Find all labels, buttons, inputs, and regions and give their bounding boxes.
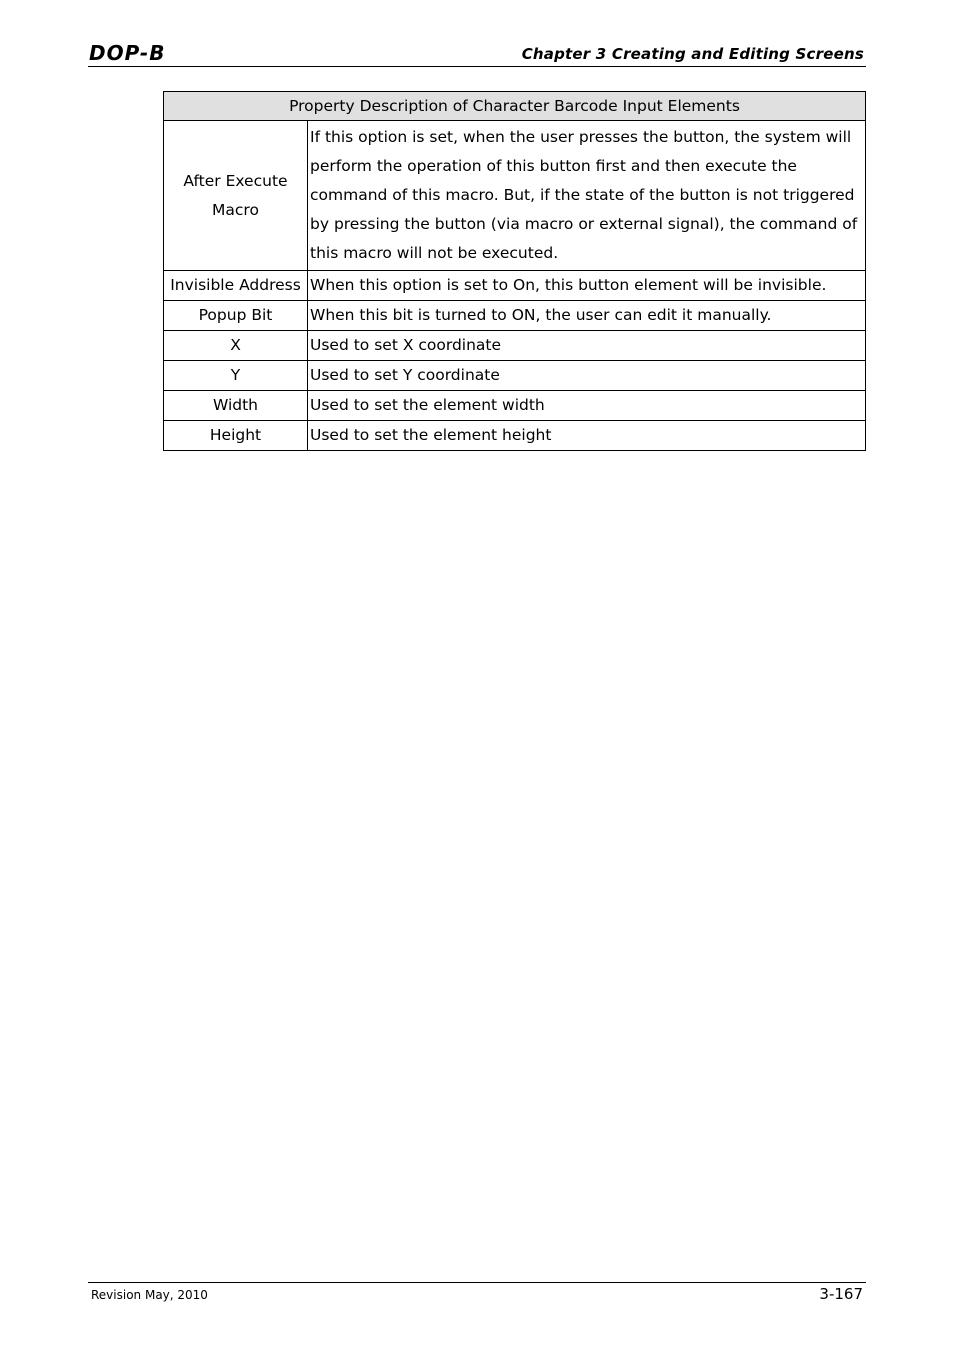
property-description: Used to set the element height: [308, 421, 866, 451]
footer-divider: [88, 1282, 866, 1283]
table-row: [164, 361, 866, 391]
table-row: [164, 421, 866, 451]
property-name: Width: [164, 391, 308, 421]
table-row: [164, 331, 866, 361]
table-row: [164, 301, 866, 331]
property-table: [163, 91, 866, 451]
property-name: X: [164, 331, 308, 361]
property-description: When this option is set to On, this button element will be invisible.: [308, 271, 866, 301]
property-description: Used to set Y coordinate: [308, 361, 866, 391]
table-row: [164, 391, 866, 421]
property-description: Used to set the element width: [308, 391, 866, 421]
property-description: Used to set X coordinate: [308, 331, 866, 361]
header-divider: [88, 66, 866, 67]
revision-text: Revision May, 2010: [91, 1288, 208, 1302]
property-description: When this bit is turned to ON, the user can edit it manually.: [308, 301, 866, 331]
property-name: Invisible Address: [164, 271, 308, 301]
property-name: After Execute Macro: [164, 121, 308, 271]
table-row: [164, 271, 866, 301]
property-description: If this option is set, when the user presses the button, the system will perform the operation of this button first and then execute the command of this macro. But, if the state of the button is not triggered by pressing the button (via macro or external signal), the command of this macro will not be executed.: [308, 121, 866, 271]
property-name: Y: [164, 361, 308, 391]
page-number: 3-167: [819, 1285, 863, 1303]
chapter-title: Chapter 3 Creating and Editing Screens: [521, 45, 864, 63]
property-name: Height: [164, 421, 308, 451]
table-title: Property Description of Character Barcode Input Elements: [164, 92, 866, 121]
property-name: Popup Bit: [164, 301, 308, 331]
table-row: [164, 121, 866, 271]
logo: DOP-B: [89, 41, 166, 65]
